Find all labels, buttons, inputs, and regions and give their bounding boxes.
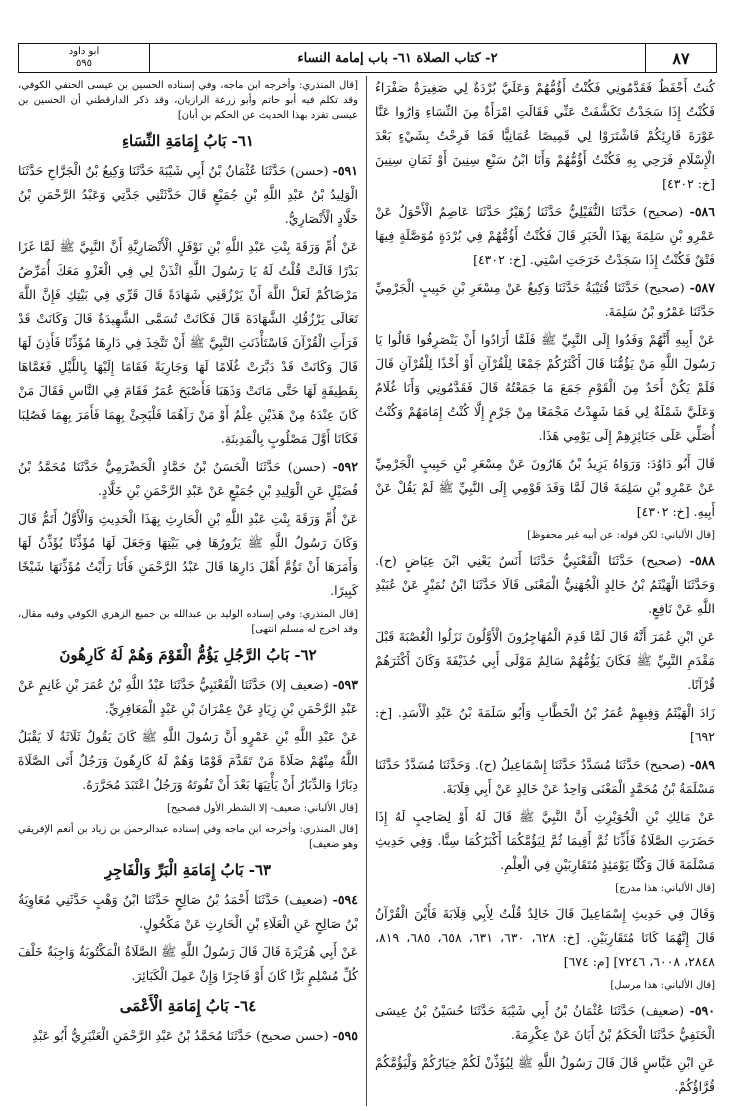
left-column [18,76,367,1106]
hadith-text: (ضعيف) حَدَّثَنَا أَحْمَدُ بْنُ صَالِحٍ حَدَّثَنَا ابْنُ وَهْبٍ حَدَّثَنِي مُعَاوِيَةُ بْنُ صَالِحٍ عَنِ الْعَلَاءِ بْنِ الْحَارِثِ عَنْ مَكْحُولٍ. [18,892,358,931]
source-name: ابو داود [68,46,100,57]
right-column [367,76,715,1106]
source-reference [19,44,149,72]
albani-note: [قال الألباني: هذا مرسل] [610,980,715,991]
hadith-text: (حسن) حَدَّثَنَا عُثْمَانُ بْنُ أَبِي شَيْبَةَ حَدَّثَنَا وَكِيعُ بْنُ الْجَرَّاحِ حَدَّثَنَا الْوَلِيدُ بْنُ عَبْدِ اللَّهِ بْنِ جُمَيْعٍ قَالَ حَدَّثَتْنِي جَدَّتِي وَعَبْدُ الرَّحْمَنِ بْنُ خَلَّادٍ الْأَنْصَارِيُّ. [18,163,358,226]
hadith-593 [18,673,358,721]
hadith-588-addition: زَادَ الْهَيْثَمُ وَفِيهِمْ عُمَرُ بْنُ الْخَطَّابِ وَأَبُو سَلَمَةَ بْنُ عَبْدِ الْأَسَدِ. [خ: ٦٩٢] [375,705,715,744]
hadith-590 [375,999,715,1047]
hadith-589-ismail: وَقَالَ فِي حَدِيثِ إِسْمَاعِيلَ قَالَ خَالِدٌ قُلْتُ لِأَبِي قِلَابَةَ فَأَيْنَ الْقُرْآنُ قَالَ إِنَّهُمَا كَانَا مُتَقَارِبَيْنِ. [خ: ٦٢٨، ٦٣٠، ٦٣١، ٦٥٨، ٦٨٥، ٨١٩، ٢٨٤٨، ٦٠٠٨، ٧٢٤٦] [م: ٦٧٤] [375,906,715,969]
hadith-text: (صحيح) حَدَّثَنَا النُّفَيْلِيُّ حَدَّثَنَا زُهَيْرٌ حَدَّثَنَا عَاصِمٌ الْأَحْوَلُ عَنْ عَمْرِو بْنِ سَلِمَةَ بِهَذَا الْخَبَرِ قَالَ فَكُنْتُ أَؤُمُّهُمْ فِي بُرْدَةٍ مُوَصَّلَةٍ فِيهَا فَتْقٌ فَكُنْتُ إِذَا سَجَدْتُ خَرَجَتِ اسْتِي. [خ: ٤٣٠٢] [375,204,715,267]
hadith-585-continuation: كُنتُ أَحْفَظُ فَقَدَّمُونِي فَكُنْتُ أَؤُمُّهُمْ وَعَلَيَّ بُرْدَةٌ لِي صَغِيرَةٌ صَفْرَاءُ فَكُنْتُ إِذَا سَجَدْتُ تَكَشَّفَتْ عَنِّي فَقَالَتِ امْرَأَةٌ مِنَ النِّسَاءِ وَارُوا عَنَّا عَوْرَةَ قَارِئِكُمْ فَاشْتَرَوْا لِي قَمِيصًا عُمَانِيًّا فَمَا فَرِحْتُ بِشَيْءٍ بَعْدَ الْإِسْلَامِ فَرَحِي بِهِ فَكُنْتُ أَؤُمُّهُمْ وَأَنَا ابْنُ سَبْعِ سِنِينَ أَوْ ثَمَانِ سِنِينَ [خ: ٤٣٠٢] [375,80,715,191]
hadith-number: ٥٩٥- [332,1028,358,1043]
chapter-heading-62: ٦٢- بَابُ الرَّجُلِ يَؤُمُّ الْقَوْمَ وَهُمْ لَهُ كَارِهُونَ [59,646,317,664]
hadith-591-matn: عَنْ أُمِّ وَرَقَةَ بِنْتِ عَبْدِ اللَّهِ بْنِ نَوْفَلٍ الْأَنْصَارِيَّةِ أَنَّ النَّبِيَّ ﷺ لَمَّا غَزَا بَدْرًا قَالَتْ قُلْتُ لَهُ يَا رَسُولَ اللَّهِ ائْذَنْ لِي فِي الْغَزْوِ مَعَكَ أُمَرِّضُ مَرْضَاكُمْ لَعَلَّ اللَّهَ أَنْ يَرْزُقَنِي شَهَادَةً قَالَ قَرِّي فِي بَيْتِكِ فَإِنَّ اللَّهَ تَعَالَى يَرْزُقُكِ الشَّهَادَةَ قَالَ فَكَانَتْ تُسَمَّى الشَّهِيدَةُ قَالَ وَكَانَتْ قَدْ قَرَأَتِ الْقُرْآنَ فَاسْتَأْذَنَتِ النَّبِيَّ ﷺ أَنْ تَتَّخِذَ فِي دَارِهَا مُؤَذِّنًا فَأَذِنَ لَهَا قَالَ وَكَانَتْ قَدْ دَبَّرَتْ غُلَامًا لَهَا وَجَارِيَةً فَقَامَا إِلَيْهَا بِاللَّيْلِ فَغَمَّاهَا بِقَطِيفَةٍ لَهَا حَتَّى مَاتَتْ وَذَهَبَا فَأَصْبَحَ عُمَرُ فَقَامَ فِي النَّاسِ فَقَالَ مَنْ كَانَ عِنْدَهُ مِنْ هَذَيْنِ عِلْمٌ أَوْ مَنْ رَآهُمَا فَلْيَجِئْ بِهِمَا فَأَمَرَ بِهِمَا فَصُلِبَا فَكَانَا أَوَّلَ مَصْلُوبٍ بِالْمَدِينَةِ. [18,239,358,446]
hadith-number: ٥٩٢- [332,459,358,474]
hadith-589 [375,753,715,801]
source-number: ٥٩٥ [75,58,93,69]
page-header [18,43,717,73]
hadith-text: (صحيح) حَدَّثَنَا مُسَدَّدٌ حَدَّثَنَا إِسْمَاعِيلُ (ح). وَحَدَّثَنَا مُسَدَّدٌ حَدَّثَنَا مَسْلَمَةُ بْنُ مُحَمَّدٍ الْمَعْنَى وَاحِدٌ عَنْ خَالِدٍ عَنْ أَبِي قِلَابَةَ. [375,757,715,796]
hadith-number: ٥٩٤- [332,892,358,907]
chapter-heading-64: ٦٤- بَابُ إِمَامَةِ الْأَعْمَى [119,997,257,1015]
albani-note: [قال الألباني: لكن قوله: عن أبيه غير محفوظ] [527,530,715,541]
hadith-number: ٥٨٩- [689,757,715,772]
hadith-text: (صحيح) حَدَّثَنَا قُتَيْبَةُ حَدَّثَنَا وَكِيعٌ عَنْ مِسْعَرِ بْنِ حَبِيبٍ الْجَرْمِيِّ حَدَّثَنَا عَمْرُو بْنُ سَلِمَةَ. [375,280,715,319]
mundhiri-note: [قال المنذري: وفي إسناده الوليد بن عبدالله بن جميع الزهري الكوفي وفيه مقال، وقد اخرج له مسلم انتهى] [18,609,358,635]
hadith-number: ٥٨٨- [689,553,715,568]
hadith-number: ٥٨٦- [689,204,715,219]
hadith-591 [18,159,358,231]
mundhiri-note: [قال المنذري: وأخرجه ابن ماجه وفي إسناده عبدالرحمن بن زياد بن أنعم الإفريقي وهو ضعيف] [18,824,358,850]
hadith-587-matn: عَنْ أَبِيهِ أَنَّهُمْ وَفَدُوا إِلَى النَّبِيِّ ﷺ فَلَمَّا أَرَادُوا أَنْ يَنْصَرِفُوا قَالُوا يَا رَسُولَ اللَّهِ مَنْ يَؤُمُّنَا قَالَ أَكْثَرُكُمْ جَمْعًا لِلْقُرْآنِ أَوْ أَخْذًا لِلْقُرْآنِ قَالَ فَلَمْ يَكُنْ أَحَدٌ مِنَ الْقَوْمِ جَمَعَ مَا جَمَعْتُهُ قَالَ فَقَدَّمُونِي وَأَنَا غُلَامٌ وَعَلَيَّ شَمْلَةٌ لِي فَمَا شَهِدْتُ مَجْمَعًا مِنْ جَرْمٍ إِلَّا كُنْتُ إِمَامَهُمْ وَكُنْتُ أُصَلِّي عَلَى جَنَائِزِهِمْ إِلَى يَوْمِي هَذَا. [375,332,715,443]
hadith-number: ٥٩٠- [689,1003,715,1018]
hadith-589-matn: عَنْ مَالِكِ بْنِ الْحُوَيْرِثِ أَنَّ النَّبِيَّ ﷺ قَالَ لَهُ أَوْ لِصَاحِبٍ لَهُ إِذَا حَضَرَتِ الصَّلَاةُ فَأَذِّنَا ثُمَّ أَقِيمَا ثُمَّ لِيَؤُمَّكُمَا أَكْبَرُكُمَا سِنًّا. وَفِي حَدِيثِ مَسْلَمَةَ قَالَ وَكُنَّا يَوْمَئِذٍ مُتَقَارِبَيْنِ فِي الْعِلْمِ. [375,809,715,872]
chapter-heading-63: ٦٣- بَابُ إِمَامَةِ الْبَرِّ وَالْفَاجِرِ [104,861,272,879]
hadith-588-matn: عَنِ ابْنِ عُمَرَ أَنَّهُ قَالَ لَمَّا قَدِمَ الْمُهَاجِرُونَ الْأَوَّلُونَ نَزَلُوا الْعُصْبَةَ قَبْلَ مَقْدَمِ النَّبِيِّ ﷺ فَكَانَ يَؤُمُّهُمْ سَالِمٌ مَوْلَى أَبِي حُذَيْفَةَ وَكَانَ أَكْثَرَهُمْ قُرْآنًا. [375,629,715,692]
hadith-588 [375,549,715,621]
albani-note: [قال الألباني: ضعيف- إلا الشطر الأول فصحيح] [166,803,358,814]
hadith-593-matn: عَنْ عَبْدِ اللَّهِ بْنِ عَمْرٍو أَنَّ رَسُولَ اللَّهِ ﷺ كَانَ يَقُولُ ثَلَاثَةٌ لَا يَقْبَلُ اللَّهُ مِنْهُمْ صَلَاةً مَنْ تَقَدَّمَ قَوْمًا وَهُمْ لَهُ كَارِهُونَ وَرَجُلٌ أَتَى الصَّلَاةَ دِبَارًا وَالدِّبَارُ أَنْ يَأْتِيَهَا بَعْدَ أَنْ تَفُوتَهُ وَرَجُلٌ اعْتَبَدَ مُحَرَّرَهُ. [18,729,358,792]
hadith-number: ٥٩٣- [332,677,358,692]
page-number: ٨٧ [645,44,716,72]
hadith-594 [18,888,358,936]
hadith-587 [375,276,715,324]
hadith-text: (ضعيف) حَدَّثَنَا عُثْمَانُ بْنُ أَبِي شَيْبَةَ حَدَّثَنَا حُسَيْنُ بْنُ عِيسَى الْحَنَفِيُّ حَدَّثَنَا الْحَكَمُ بْنُ أَبَانَ عَنْ عِكْرِمَةَ. [375,1003,715,1042]
albani-note: [قال الألباني: هذا مدرج] [615,883,715,894]
chapter-heading-61: ٦١- بَابُ إِمَامَةِ النِّسَاءِ [121,132,254,150]
hadith-594-matn: عَنْ أَبِي هُرَيْرَةَ قَالَ قَالَ رَسُولُ اللَّهِ ﷺ الصَّلَاةُ الْمَكْتُوبَةُ وَاجِبَةٌ خَلْفَ كُلِّ مُسْلِمٍ بَرًّا كَانَ أَوْ فَاجِرًا وَإِنْ عَمِلَ الْكَبَائِرَ. [18,944,358,983]
running-title: ٢- كتاب الصلاة ٦١- باب إمامة النساء [149,44,645,72]
hadith-number: ٥٩١- [332,163,358,178]
hadith-586 [375,200,715,272]
hadith-number: ٥٨٧- [689,280,715,295]
abu-dawud-comment: قَالَ أَبُو دَاوُدَ: وَرَوَاهُ يَزِيدُ بْنُ هَارُونَ عَنْ مِسْعَرِ بْنِ حَبِيبٍ الْجَرْمِيِّ عَنْ عَمْرِو بْنِ سَلِمَةَ قَالَ لَمَّا وَفَدَ قَوْمِي إِلَى النَّبِيِّ ﷺ لَمْ يَقُلْ عَنْ أَبِيهِ. [خ: ٤٣٠٢] [375,456,715,519]
hadith-592 [18,455,358,503]
hadith-text: (صحيح) حَدَّثَنَا الْقَعْنَبِيُّ حَدَّثَنَا أَنَسٌ يَعْنِي ابْنَ عِيَاضٍ (ح). وَحَدَّثَنَا الْهَيْثَمُ بْنُ خَالِدٍ الْجُهَنِيُّ الْمَعْنَى قَالَا حَدَّثَنَا ابْنُ نُمَيْرٍ عَنْ عُبَيْدِ اللَّهِ عَنْ نَافِعٍ. [375,553,715,616]
hadith-text: (ضعيف إلا) حَدَّثَنَا الْقَعْنَبِيُّ حَدَّثَنَا عَبْدُ اللَّهِ بْنُ عُمَرَ بْنِ غَانِمٍ عَنْ عَبْدِ الرَّحْمَنِ بْنِ زِيَادٍ عَنْ عِمْرَانَ بْنِ عَبْدٍ الْمَعَافِرِيِّ. [18,677,358,716]
mundhiri-note: [قال المنذري: وأخرجه ابن ماجه، وفي إسناده الحسين بن عيسى الحنفي الكوفي، وقد تكلم فيه أبو حاتم وأبو زرعة الرازيان، وقد ذكر الدارقطني أن الحسين بن عيسى تفرد بهذا الحديث عن الحكم بن أبان] [18,80,358,121]
hadith-text: (حسن) حَدَّثَنَا الْحَسَنُ بْنُ حَمَّادٍ الْحَضْرَمِيُّ حَدَّثَنَا مُحَمَّدُ بْنُ فُضَيْلٍ عَنِ الْوَلِيدِ بْنِ جُمَيْعٍ عَنْ عَبْدِ الرَّحْمَنِ بْنِ خَلَّادٍ. [18,459,358,498]
hadith-text: (حسن صحيح) حَدَّثَنَا مُحَمَّدُ بْنُ عَبْدِ الرَّحْمَنِ الْعَنْبَرِيُّ أَبُو عَبْدِ [32,1028,329,1043]
text-columns [18,76,715,1106]
hadith-595 [18,1024,358,1048]
hadith-590-matn: عَنِ ابْنِ عَبَّاسٍ قَالَ قَالَ رَسُولُ اللَّهِ ﷺ لِيُؤَذِّنْ لَكُمْ خِيَارُكُمْ وَلْيَؤُمَّكُمْ قُرَّاؤُكُمْ. [375,1055,715,1094]
hadith-592-matn: عَنْ أُمِّ وَرَقَةَ بِنْتِ عَبْدِ اللَّهِ بْنِ الْحَارِثِ بِهَذَا الْحَدِيثِ وَالْأَوَّلُ أَتَمُّ قَالَ وَكَانَ رَسُولُ اللَّهِ ﷺ يَزُورُهَا فِي بَيْتِهَا وَجَعَلَ لَهَا مُؤَذِّنًا يُؤَذِّنُ لَهَا وَأَمَرَهَا أَنْ تَؤُمَّ أَهْلَ دَارِهَا قَالَ عَبْدُ الرَّحْمَنِ فَأَنَا رَأَيْتُ مُؤَذِّنَهَا شَيْخًا كَبِيرًا. [18,511,358,598]
